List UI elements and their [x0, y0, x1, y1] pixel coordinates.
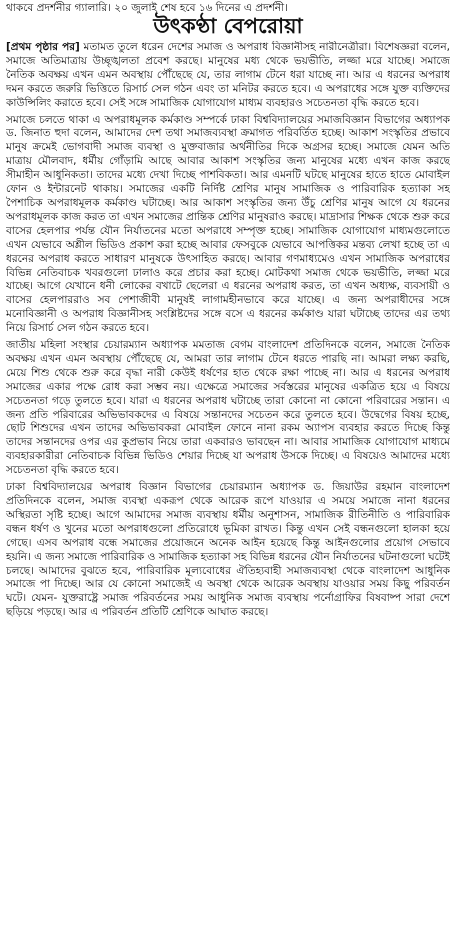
- previous-article-tail: থাকবে প্রদর্শনীর গ্যালারি। ২০ জুলাই শেষ হবে ১৬ দিনের এ প্রদর্শনী।: [6, 2, 288, 14]
- article-paragraph: [6, 41, 450, 111]
- article-body: [6, 41, 450, 939]
- article-paragraph: ঢাকা বিশ্ববিদ্যালয়ের অপরাধ বিজ্ঞান বিভাগের চেয়ারম্যান অধ্যাপক ড. জিয়াউর রহমান বাংলাদেশ প্রতিদিনকে বলেন, সমাজ ব্যবস্থা একরূপ থেকে আরেক রূপে যাওয়ার এ সময়ে সমাজে নানা ধরনের অস্থিরতা সৃষ্টি হচ্ছে। আগে আমাদের সমাজ ব্যবস্থায় ধর্মীয় অনুশাসন, সামাজিক রীতিনীতি ও পারিবারিক বন্ধন ধর্ষণ ও খুনের মতো অপরাধগুলো প্রতিরোধে ভূমিকা রাখত। কিন্তু এখন সেই বন্ধনগুলো হালকা হয়ে গেছে। এসব অপরাধ বন্ধে সমাজের প্রয়োজনে অনেক আইন হয়েছে কিন্তু আইনগুলোর প্রয়োগ সেভাবে হয়নি। এ জন্য সমাজে পারিবারিক ও সামাজিক হত্যাকা সহ বিভিন্ন ধরনের যৌন নির্যাতনের ঘটনাগুলো ঘটেই চলছে। আমাদের বুঝতে হবে, পারিবারিক মূল্যবোধের ঐতিহ্যবাহী সমাজব্যবস্থা থেকে বাংলাদেশ আধুনিক সমাজে পা দিচ্ছে। আর যে কোনো সমাজেই এ অবস্থা থেকে আরেক অবস্থায় যাওয়ার সময় কিছু পরিবর্তন ঘটে। যেমন- যুক্তরাষ্ট্রে সমাজ পরিবর্তনের সময় আধুনিক সমাজ ব্যবস্থায় পর্নোগ্রাফির বিষবাষ্প সারা দেশে ছড়িয়ে পড়ছে। আর এ পরিবর্তন প্রতিটি শ্রেণিকে আঘাত করছে।: [6, 481, 450, 619]
- article-paragraph: জাতীয় মহিলা সংস্থার চেয়ারম্যান অধ্যাপক মমতাজ বেগম বাংলাদেশ প্রতিদিনকে বলেন, সমাজে নৈতিক অবক্ষয় এখন এমন অবস্থায় পৌঁছেছে যে, আমরা তার লাগাম টেনে ধরতে পারছি না। আমরা লক্ষ্য করছি, মেয়ে শিশু থেকে শুরু করে বৃদ্ধা নারী কেউই ধর্ষণের হাত থেকে রক্ষা পাচ্ছে না। আর এ ধরনের অপরাধ সমাজের একার পক্ষে রোধ করা সম্ভব নয়। এক্ষেত্রে সমাজের সর্বস্তরের মানুষের একত্রিত হয়ে এ বিষয়ে সচেতনতা গড়ে তুলতে হবে। যারা এ ধরনের অপরাধ ঘটাচ্ছে তারা কোনো না কোনো পরিবারের সন্তান। এ জন্য প্রতি পরিবারের অভিভাবকদের এ বিষয়ে সন্তানদের সচেতন করে তুলতে হবে। উদ্বেগের বিষয় হচ্ছে, ছোট শিশুদের এখন তাদের অভিভাবকরা মোবাইল ফোনে নানা রকম অ্যাপস ব্যবহার করতে দিচ্ছে কিন্তু তাদের সন্তানদের ওপর এর কুপ্রভাব নিয়ে তারা একবারও ভাবছেন না। আবার সামাজিক যোগাযোগ মাধ্যমে ব্যবহারকারীরা নেতিবাচক বিভিন্ন ভিডিও শেয়ার দিচ্ছে যা অপরাধ উসকে দিচ্ছে। এ বিষয়েও আমাদের মধ্যে সচেতনতা বৃদ্ধি করতে হবে।: [6, 339, 450, 477]
- paragraph-text: মতামত তুলে ধরেন দেশের সমাজ ও অপরাধ বিজ্ঞানীসহ নারীনেত্রীরা। বিশেষজ্ঞরা বলেন, সমাজে অতিমাত্রায় উচ্ছৃঙ্খলতা প্রবেশ করছে। মানুষের মধ্য থেকে ভয়ভীতি, লজ্জা মরে যাচ্ছে। সমাজে নৈতিক অবক্ষয় এখন এমন অবস্থায় পৌঁছেছে যে, তার লাগাম টেনে ধরা যাচ্ছে না। আর এ ধরনের অপরাধ দমন করতে জরুরি ভিত্তিতে রিসার্চ সেল গঠন এবং তা মনিটর করতে হবে। এ অপরাধের সঙ্গে যুক্ত ব্যক্তিদের কাউন্সিলিং করাতে হবে। সেই সঙ্গে সামাজিক যোগাযোগ মাধ্যম ব্যবহারও সচেতনতা বৃদ্ধি করতে হবে।: [6, 41, 450, 109]
- article-headline: উৎকণ্ঠা বেপরোয়া: [153, 14, 303, 38]
- continued-from-label: [প্রথম পৃষ্ঠার পর]: [6, 41, 80, 53]
- article-paragraph: সমাজে চলতে থাকা এ অপরাধমূলক কর্মকাণ্ড সম্পর্কে ঢাকা বিশ্ববিদ্যালয়ের সমাজবিজ্ঞান বিভাগের অধ্যাপক ড. জিনাত হুদা বলেন, আমাদের দেশ তথা সমাজব্যবস্থা ক্রমাগত পরিবর্তিত হচ্ছে। আকাশ সংস্কৃতির প্রভাবে মানুষ ক্রমেই ভোগবাদী সমাজ ব্যবস্থা ও মুক্তবাজার অর্থনীতির দিকে অগ্রসর হচ্ছে। সমাজে যেমন অতি মাত্রায় মৌলবাদ, ধর্মীয় গোঁড়ামি আছে আবার আকাশ সংস্কৃতির জন্য মানুষের মধ্যে এখন কাজ করছে সীমাহীন আধুনিকতা। তাদের মধ্যে দেখা দিচ্ছে পাশবিকতা। আর এমনটি ঘটছে মানুষের হাতে হাতে মোবাইল ফোন ও ইন্টারনেট থাকায়। সমাজের একটি নির্দিষ্ট শ্রেণির মানুষ সামাজিক ও পারিবারিক হত্যাকা সহ পৈশাচিক অপরাধমূলক কর্মকাণ্ড ঘটাচ্ছে। আর আকাশ সংস্কৃতির জন্য উঁচু শ্রেণির মানুষ আগে যে ধরনের অপরাধমূলক কাজ করত তা এখন সমাজের প্রান্তিক শ্রেণির মানুষরাও করছে। মাদ্রাসার শিক্ষক থেকে শুরু করে বাসের হেলপার পর্যন্ত যৌন নির্যাতনের মতো অপরাধে সম্পৃক্ত হচ্ছে। সামাজিক যোগাযোগ মাধ্যমগুলোতে এখন যেভাবে অশ্লীল ভিডিও প্রকাশ করা হচ্ছে আবার ফেসবুকে যেভাবে আপত্তিকর মন্তব্য লেখা হচ্ছে তা এ ধরনের অপরাধ করতে সাধারণ মানুষকে উৎসাহিত করছে। আবার গণমাধ্যমেও এখন সামাজিক অপরাধের বিভিন্ন নেতিবাচক খবরগুলো ঢালাও করে প্রচার করা হচ্ছে। মোটকথা সমাজ থেকে ভয়ভীতি, লজ্জা মরে যাচ্ছে। আগে যেখানে ধনী লোকের বখাটে ছেলেরা এ ধরনের অপরাধ করত, তা এখন অধ্যক্ষ, ব্যবসায়ী ও বাসের হেলপাররাও সব পেশাজীবী মানুষই লাগামহীনভাবে করে যাচ্ছে। এ জন্য অপরাধীদের সঙ্গে মনোবিজ্ঞানী ও অপরাধ বিজ্ঞানীসহ সংশ্লিষ্টদের সঙ্গে বসে এ ধরনের কর্মকাণ্ড যারা ঘটাচ্ছে তাদের এর তথ্য নিয়ে রিসার্চ সেল গঠন করতে হবে।: [6, 113, 450, 335]
